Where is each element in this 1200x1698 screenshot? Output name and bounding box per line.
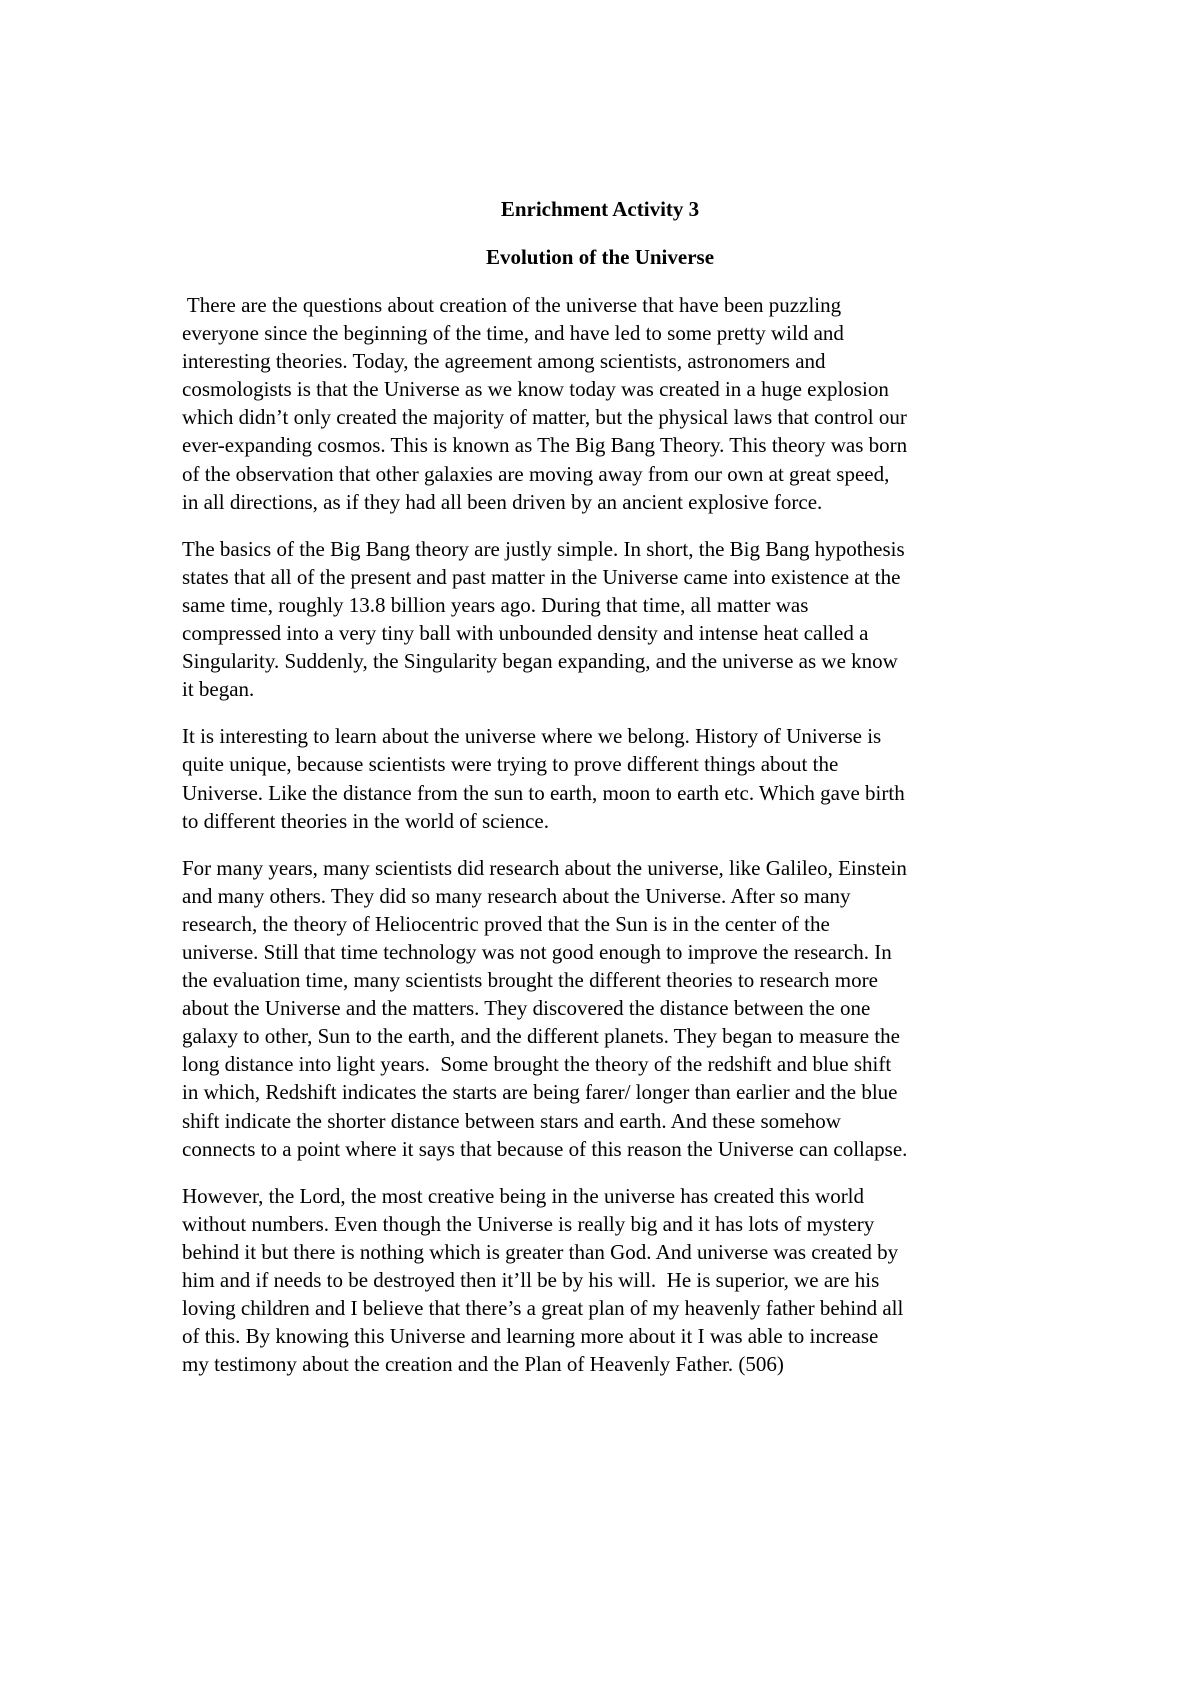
text-line: everyone since the beginning of the time, and have led to some pretty wild and bbox=[182, 321, 844, 346]
text-line: and many others. They did so many research about the Universe. After so many bbox=[182, 883, 851, 908]
text-line: shift indicate the shorter distance between stars and earth. And these somehow bbox=[182, 1108, 841, 1133]
text-line: It is interesting to learn about the universe where we belong. History of Universe is bbox=[182, 724, 882, 749]
text-line: universe. Still that time technology was not good enough to improve the research. In bbox=[182, 939, 892, 964]
text-line: ever-expanding cosmos. This is known as The Big Bang Theory. This theory was born bbox=[182, 433, 908, 458]
text-line: Universe. Like the distance from the sun to earth, moon to earth etc. Which gave birth bbox=[182, 780, 905, 805]
text-line: long distance into light years. Some brought the theory of the redshift and blue shift bbox=[182, 1052, 892, 1077]
text-line: There are the questions about creation of the universe that have been puzzling bbox=[182, 293, 842, 317]
text-line: cosmologists is that the Universe as we know today was created in a huge explosion bbox=[182, 377, 889, 402]
text-line: interesting theories. Today, the agreement among scientists, astronomers and bbox=[182, 349, 826, 374]
text-line: The basics of the Big Bang theory are justly simple. In short, the Big Bang hypothesis bbox=[182, 536, 905, 561]
text-line: However, the Lord, the most creative being in the universe has created this world bbox=[182, 1183, 865, 1208]
text-line: galaxy to other, Sun to the earth, and the different planets. They began to measure the bbox=[182, 1024, 900, 1049]
paragraph-5 bbox=[182, 1182, 1032, 1379]
paragraph-3 bbox=[182, 722, 1032, 834]
text-line: states that all of the present and past matter in the Universe came into existence at the bbox=[182, 564, 901, 589]
text-line: my testimony about the creation and the Plan of Heavenly Father. (506) bbox=[182, 1352, 784, 1377]
paragraph-4 bbox=[182, 854, 1032, 1163]
text-line: it began. bbox=[182, 677, 255, 702]
text-line: without numbers. Even though the Universe is really big and it has lots of mystery bbox=[182, 1211, 875, 1236]
text-line: For many years, many scientists did research about the universe, like Galileo, Einstein bbox=[182, 855, 907, 880]
text-line: connects to a point where it says that because of this reason the Universe can collapse. bbox=[182, 1136, 908, 1161]
text-line: the evaluation time, many scientists brought the different theories to research more bbox=[182, 968, 878, 993]
text-line: which didn’t only created the majority of matter, but the physical laws that control our bbox=[182, 405, 907, 430]
text-line: Singularity. Suddenly, the Singularity began expanding, and the universe as we know bbox=[182, 649, 898, 674]
paragraph-1 bbox=[182, 291, 1032, 516]
text-line: in which, Redshift indicates the starts are being farer/ longer than earlier and the blue bbox=[182, 1080, 898, 1105]
text-line: of the observation that other galaxies are moving away from our own at great speed, bbox=[182, 461, 890, 486]
text-line: in all directions, as if they had all been driven by an ancient explosive force. bbox=[182, 489, 823, 514]
page-subtitle: Evolution of the Universe bbox=[485, 245, 715, 269]
essay-body bbox=[182, 291, 1032, 1397]
text-line: same time, roughly 13.8 billion years ago. During that time, all matter was bbox=[182, 592, 809, 617]
text-line: compressed into a very tiny ball with unbounded density and intense heat called a bbox=[182, 621, 869, 646]
text-line: quite unique, because scientists were trying to prove different things about the bbox=[182, 752, 839, 777]
text-line: loving children and I believe that there’s a great plan of my heavenly father behind all bbox=[182, 1296, 904, 1321]
text-line: of this. By knowing this Universe and learning more about it I was able to increase bbox=[182, 1324, 879, 1349]
text-line: research, the theory of Heliocentric proved that the Sun is in the center of the bbox=[182, 911, 830, 936]
page-title: Enrichment Activity 3 bbox=[500, 197, 700, 221]
text-line: him and if needs to be destroyed then it’ll be by his will. He is superior, we are his bbox=[182, 1268, 880, 1292]
paragraph-2 bbox=[182, 535, 1032, 704]
text-line: behind it but there is nothing which is greater than God. And universe was created by bbox=[182, 1239, 899, 1264]
text-line: about the Universe and the matters. They discovered the distance between the one bbox=[182, 996, 871, 1021]
text-line: to different theories in the world of science. bbox=[182, 808, 549, 833]
